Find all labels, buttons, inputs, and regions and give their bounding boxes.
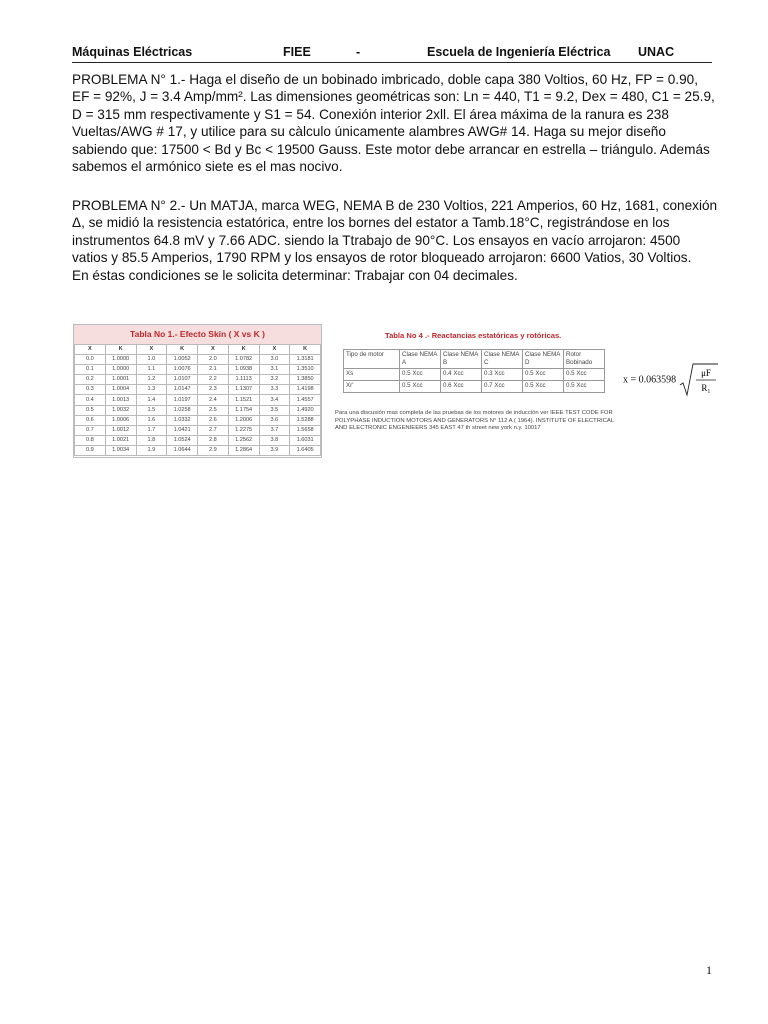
skin-table-cell: 1.5 bbox=[136, 405, 167, 415]
skin-table-row bbox=[75, 375, 321, 385]
skin-table-cell: 1.0332 bbox=[167, 415, 198, 425]
skin-table-cell: 1.0021 bbox=[105, 435, 136, 445]
reactance-table-row bbox=[344, 369, 605, 381]
skin-table-cell: 1.0052 bbox=[167, 355, 198, 365]
reactance-table-cell: Xr' bbox=[344, 381, 400, 393]
skin-table-cell: 1.0001 bbox=[105, 375, 136, 385]
skin-table-cell: 1.0004 bbox=[105, 385, 136, 395]
reactance-table-cell: Clase NEMA A bbox=[400, 350, 441, 369]
skin-table-cell: 2.6 bbox=[198, 415, 229, 425]
problem-2-instruction: En éstas condiciones se le solicita determinar: Trabajar con 04 decimales. bbox=[72, 267, 518, 283]
skin-table-cell: 1.0012 bbox=[105, 425, 136, 435]
skin-table-cell: 1.0782 bbox=[228, 355, 259, 365]
skin-table-header-cell: X bbox=[198, 345, 229, 355]
skin-effect-table-title: Tabla No 1.- Efecto Skin ( X vs K ) bbox=[74, 325, 321, 344]
skin-table-cell: 1.1307 bbox=[228, 385, 259, 395]
skin-table-cell: 1.3181 bbox=[290, 355, 321, 365]
skin-table-cell: 1.4198 bbox=[290, 385, 321, 395]
skin-table-cell: 1.6405 bbox=[290, 445, 321, 455]
skin-table-header-cell: K bbox=[228, 345, 259, 355]
skin-effect-table bbox=[73, 324, 322, 458]
skin-table-cell: 3.8 bbox=[259, 435, 290, 445]
problem-2-block bbox=[72, 197, 718, 284]
skin-table-cell: 3.2 bbox=[259, 375, 290, 385]
reactance-table-row bbox=[344, 381, 605, 393]
skin-table-cell: 2.3 bbox=[198, 385, 229, 395]
skin-table-cell: 1.0938 bbox=[228, 365, 259, 375]
skin-table-cell: 1.2864 bbox=[228, 445, 259, 455]
skin-table-cell: 1.1113 bbox=[228, 375, 259, 385]
skin-table-cell: 1.0000 bbox=[105, 365, 136, 375]
course-name: Máquinas Eléctricas bbox=[72, 45, 193, 59]
skin-table-cell: 1.6 bbox=[136, 415, 167, 425]
skin-table-cell: 1.0032 bbox=[105, 405, 136, 415]
skin-table-cell: 1.0000 bbox=[105, 355, 136, 365]
skin-table-cell: 2.1 bbox=[198, 365, 229, 375]
problem-1-text: PROBLEMA N° 1.- Haga el diseño de un bobinado imbricado, doble capa 380 Voltios, 60 Hz, FP = 0.90, EF = 92%, J = 3.4 Amp/mm². Las dimensiones geométricas son: Ln = 440, T1 = 9.2, Dex = 480, C1 = 25.9, D = 315 mm respectivamente y S1 = 54. Conexión interior 2xll. El área máxima de la ranura es 238 Vueltas/AWG # 17, y utilice para su càlculo únicamente alambres AWG# 14. Haga su mejor diseño sabiendo que: 17500 < Bd y Bc < 19500 Gauss. Este motor debe arrancar en estrella – triángulo. Además sabemos el armónico siete es el mas nocivo. bbox=[72, 72, 715, 175]
reactance-table-cell: Clase NEMA B bbox=[441, 350, 482, 369]
skin-table-cell: 1.7 bbox=[136, 425, 167, 435]
page-header bbox=[72, 44, 712, 63]
reactance-table-row bbox=[344, 350, 605, 369]
problem-2-text: PROBLEMA N° 2.- Un MATJA, marca WEG, NEMA B de 230 Voltios, 221 Amperios, 60 Hz, 1681, conexión Δ, se midió la resistencia estatórica, entre los bornes del estator a Tamb.18°C, registrándose en los instrumentos 64.8 mV y 7.66 ADC. siendo la Ttrabajo de 90°C. Los ensayos en vacío arrojaron: 4500 vatios y 85.5 Amperios, 1790 RPM y los ensayos de rotor bloqueado arrojaron: 6600 Vatios, 30 Voltios. bbox=[72, 198, 718, 266]
header-separator: - bbox=[356, 45, 361, 59]
skin-table-cell: 2.5 bbox=[198, 405, 229, 415]
reactance-table-cell: 0.5 Xcc bbox=[400, 381, 441, 393]
skin-table-cell: 1.1 bbox=[136, 365, 167, 375]
skin-table-cell: 2.7 bbox=[198, 425, 229, 435]
skin-table-header-cell: X bbox=[75, 345, 106, 355]
skin-table-cell: 0.2 bbox=[75, 375, 106, 385]
skin-table-cell: 3.1 bbox=[259, 365, 290, 375]
skin-table-header-cell: K bbox=[167, 345, 198, 355]
skin-table-cell: 1.0006 bbox=[105, 415, 136, 425]
skin-table-cell: 1.1754 bbox=[228, 405, 259, 415]
skin-table-row bbox=[75, 395, 321, 405]
reactance-table-cell: 0.3 Xcc bbox=[482, 369, 523, 381]
skin-table-cell: 1.0524 bbox=[167, 435, 198, 445]
reactance-table-cell: 0.5 Xcc bbox=[564, 369, 605, 381]
reactance-table-cell: 0.5 Xcc bbox=[523, 369, 564, 381]
skin-table-cell: 3.7 bbox=[259, 425, 290, 435]
skin-table-cell: 1.3510 bbox=[290, 365, 321, 375]
reactance-table-cell: 0.4 Xcc bbox=[441, 369, 482, 381]
skin-table-cell: 3.9 bbox=[259, 445, 290, 455]
skin-table-cell: 1.6031 bbox=[290, 435, 321, 445]
reactance-table-cell: Rotor Bobinado bbox=[564, 350, 605, 369]
skin-table-cell: 1.4920 bbox=[290, 405, 321, 415]
skin-table-cell: 1.0258 bbox=[167, 405, 198, 415]
skin-depth-formula bbox=[623, 363, 719, 397]
skin-table-header-cell: K bbox=[290, 345, 321, 355]
skin-table-cell: 0.6 bbox=[75, 415, 106, 425]
skin-table-cell: 2.4 bbox=[198, 395, 229, 405]
skin-table-cell: 1.0034 bbox=[105, 445, 136, 455]
reactance-table-cell: 0.5 Xcc bbox=[564, 381, 605, 393]
skin-table-cell: 1.5288 bbox=[290, 415, 321, 425]
reactance-table-title: Tabla No 4 .- Reactancias estatóricas y rotóricas. bbox=[385, 331, 562, 340]
formula-sqrt bbox=[679, 363, 719, 397]
skin-table-cell: 3.3 bbox=[259, 385, 290, 395]
skin-table-cell: 2.8 bbox=[198, 435, 229, 445]
skin-table-cell: 0.0 bbox=[75, 355, 106, 365]
skin-table-cell: 1.0076 bbox=[167, 365, 198, 375]
reactance-table-cell: 0.5 Xcc bbox=[400, 369, 441, 381]
skin-table-cell: 2.9 bbox=[198, 445, 229, 455]
skin-table-cell: 1.0013 bbox=[105, 395, 136, 405]
skin-table-row bbox=[75, 405, 321, 415]
formula-denominator: R₁ bbox=[701, 383, 711, 393]
skin-table-cell: 1.0644 bbox=[167, 445, 198, 455]
formula-lhs: x = 0.063598 bbox=[623, 374, 677, 386]
skin-table-cell: 1.3850 bbox=[290, 375, 321, 385]
skin-table-cell: 1.0147 bbox=[167, 385, 198, 395]
skin-table-cell: 0.7 bbox=[75, 425, 106, 435]
faculty-name: FIEE bbox=[283, 45, 311, 59]
reactance-table-cell: 0.5 Xcc bbox=[523, 381, 564, 393]
reactance-table-cell: Clase NEMA C bbox=[482, 350, 523, 369]
skin-table-cell: 3.4 bbox=[259, 395, 290, 405]
skin-table-cell: 3.0 bbox=[259, 355, 290, 365]
university-name: UNAC bbox=[638, 45, 675, 59]
skin-table-cell: 1.9 bbox=[136, 445, 167, 455]
skin-effect-table-grid bbox=[74, 344, 321, 456]
skin-table-cell: 0.9 bbox=[75, 445, 106, 455]
skin-table-cell: 0.8 bbox=[75, 435, 106, 445]
skin-table-cell: 3.6 bbox=[259, 415, 290, 425]
skin-table-cell: 2.2 bbox=[198, 375, 229, 385]
skin-table-header-cell: X bbox=[136, 345, 167, 355]
skin-table-cell: 1.5658 bbox=[290, 425, 321, 435]
skin-table-cell: 1.3 bbox=[136, 385, 167, 395]
reactance-table-cell: Tipo de motor bbox=[344, 350, 400, 369]
skin-table-cell: 1.0 bbox=[136, 355, 167, 365]
skin-table-cell: 1.8 bbox=[136, 435, 167, 445]
skin-table-row bbox=[75, 385, 321, 395]
formula-sqrt-graphic bbox=[679, 363, 719, 397]
skin-table-cell: 0.4 bbox=[75, 395, 106, 405]
skin-table-row bbox=[75, 445, 321, 455]
skin-table-row bbox=[75, 355, 321, 365]
skin-table-header-cell: K bbox=[105, 345, 136, 355]
reactance-table-cell: 0.7 Xcc bbox=[482, 381, 523, 393]
skin-table-cell: 3.5 bbox=[259, 405, 290, 415]
ieee-reference-note: Para una discusión mas completa de las pruebas de los motores de inducción ver IEEE TEST CODE FOR POLYPHASE INDUCTION MOTORS AND GENERATORS N° 112 A ( 1964). INSTITUTE OF ELECTRICAL AND ELECTRONIC ENGENIEERS 345 EAST 47 th street new york n.y. 10017 bbox=[335, 410, 614, 431]
school-name: Escuela de Ingeniería Eléctrica bbox=[427, 45, 611, 59]
reactance-table-cell: Xs bbox=[344, 369, 400, 381]
reactance-table bbox=[343, 349, 605, 393]
skin-table-cell: 1.2 bbox=[136, 375, 167, 385]
skin-table-row bbox=[75, 425, 321, 435]
skin-table-cell: 0.1 bbox=[75, 365, 106, 375]
skin-table-cell: 1.0421 bbox=[167, 425, 198, 435]
skin-table-row bbox=[75, 415, 321, 425]
skin-table-cell: 1.4 bbox=[136, 395, 167, 405]
skin-table-cell: 1.0197 bbox=[167, 395, 198, 405]
skin-table-cell: 1.2562 bbox=[228, 435, 259, 445]
page-number: 1 bbox=[706, 963, 712, 977]
skin-table-cell: 1.2275 bbox=[228, 425, 259, 435]
reactance-table-cell: 0.6 Xcc bbox=[441, 381, 482, 393]
skin-table-cell: 1.4557 bbox=[290, 395, 321, 405]
skin-table-header-cell: X bbox=[259, 345, 290, 355]
formula-numerator: μF bbox=[700, 368, 711, 378]
reactance-table-cell: Clase NEMA D bbox=[523, 350, 564, 369]
skin-table-cell: 1.0107 bbox=[167, 375, 198, 385]
skin-table-cell: 1.2006 bbox=[228, 415, 259, 425]
skin-table-row bbox=[75, 435, 321, 445]
skin-table-cell: 0.5 bbox=[75, 405, 106, 415]
skin-table-cell: 2.0 bbox=[198, 355, 229, 365]
skin-table-row bbox=[75, 365, 321, 375]
skin-table-cell: 0.3 bbox=[75, 385, 106, 395]
skin-table-cell: 1.1521 bbox=[228, 395, 259, 405]
